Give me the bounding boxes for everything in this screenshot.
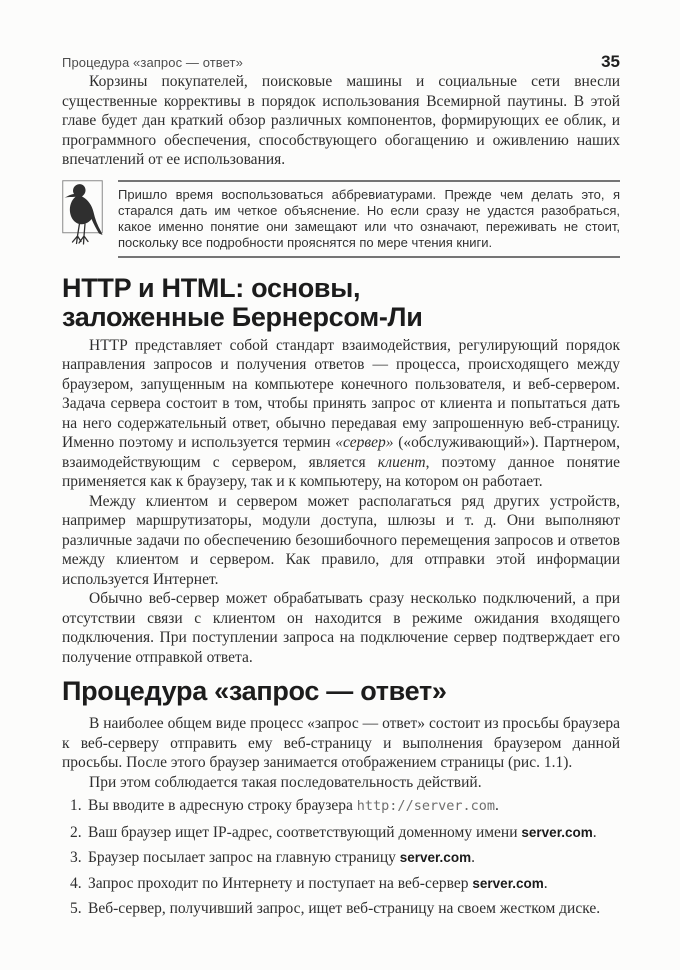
section2-paragraph-2: При этом соблюдается такая последовательность действий. bbox=[89, 773, 482, 791]
step-item bbox=[62, 848, 620, 868]
section-heading-request-response: Процедура «запрос — ответ» bbox=[62, 676, 447, 706]
section2-paragraph-1: В наиболее общем виде процесс «запрос — ответ» состоит из просьбы браузера к веб-серверу отправить ему веб-страницу и выполнения браузером данной просьбы. После этого браузер занимается отображением страницы (рис. 1.1). bbox=[62, 715, 620, 771]
section1-paragraph-1: HTTP представляет собой стандарт взаимодействия, регулирующий порядок направления запросов и получения ответов — процесса, происходящего между браузером, запущенным на компьютере конечного пользователя, и веб-сервером. Задача сервера состоит в том, чтобы принять запрос от клиента и попытаться дать на него содержательный ответ, обычно передавая ему запрошенную веб-страницу. Именно поэтому и используется термин «сервер» («обслуживающий»). Партнером, взаимодействующим с сервером, является клиент, поэтому данное понятие применяется как к браузеру, так и к компьютеру, на котором он работает. bbox=[62, 336, 620, 490]
section1-paragraph-2: Между клиентом и сервером может располагаться ряд других устройств, например маршрутизаторы, модули доступа, шлюзы и т. д. Они выполняют различные задачи по обеспечению безошибочного перемещения запросов и ответов между клиентом и сервером. Как правило, для отправки этой информации используется Интернет. bbox=[62, 492, 620, 588]
section1-paragraph-3: Обычно веб-сервер может обрабатывать сразу несколько подключений, а при отсутствии связи с клиентом он находится в режиме ожидания входящего подключения. При поступлении запроса на подключение сервер подтверждает его получение отправкой ответа. bbox=[62, 590, 620, 666]
section-heading-http-html bbox=[62, 274, 620, 332]
step-number: 2. bbox=[70, 823, 82, 841]
heading-line: HTTP и HTML: основы, bbox=[62, 272, 361, 303]
step-text: Браузер посылает запрос на главную страницу server.com. bbox=[88, 849, 475, 866]
crow-icon bbox=[62, 180, 103, 248]
running-header-title: Процедура «запрос — ответ» bbox=[62, 55, 243, 70]
step-item bbox=[62, 823, 620, 843]
page-number: 35 bbox=[601, 52, 620, 71]
intro-paragraph: Корзины покупателей, поисковые машины и социальные сети внесли существенные коррективы в порядок использования Всемирной паутины. В этой главе будет дан краткий обзор различных компонентов, формирующих ее облик, и программного обеспечения, способствующего обогащению и оживлению наших впечатлений от ее использования. bbox=[62, 73, 620, 168]
step-number: 4. bbox=[70, 874, 82, 892]
step-text: Запрос проходит по Интернету и поступает на веб-сервер server.com. bbox=[88, 874, 548, 892]
note-callout bbox=[62, 180, 620, 258]
note-text: Пришло время воспользоваться аббревиатурами. Прежде чем делать это, я старался дать им четкое объяснение. Но если сразу не удастся разобраться, какое именно понятие они замещают или что означают, переживать не стоит, поскольку все подробности прояснятся по мере чтения книги. bbox=[118, 180, 620, 258]
running-header bbox=[62, 52, 620, 72]
step-number: 3. bbox=[70, 849, 82, 866]
step-text: Ваш браузер ищет IP-адрес, соответствующий доменному имени server.com. bbox=[88, 823, 597, 841]
step-number: 5. bbox=[70, 900, 82, 917]
step-item bbox=[62, 796, 620, 817]
step-text: Вы вводите в адресную строку браузера http://server.com. bbox=[88, 797, 499, 814]
step-item bbox=[62, 874, 620, 894]
step-number: 1. bbox=[70, 797, 82, 814]
steps-list bbox=[62, 796, 620, 919]
step-text: Веб-сервер, получивший запрос, ищет веб-страницу на своем жестком диске. bbox=[88, 900, 601, 917]
heading-line: заложенные Бернерсом-Ли bbox=[62, 301, 423, 332]
step-item bbox=[62, 899, 620, 919]
